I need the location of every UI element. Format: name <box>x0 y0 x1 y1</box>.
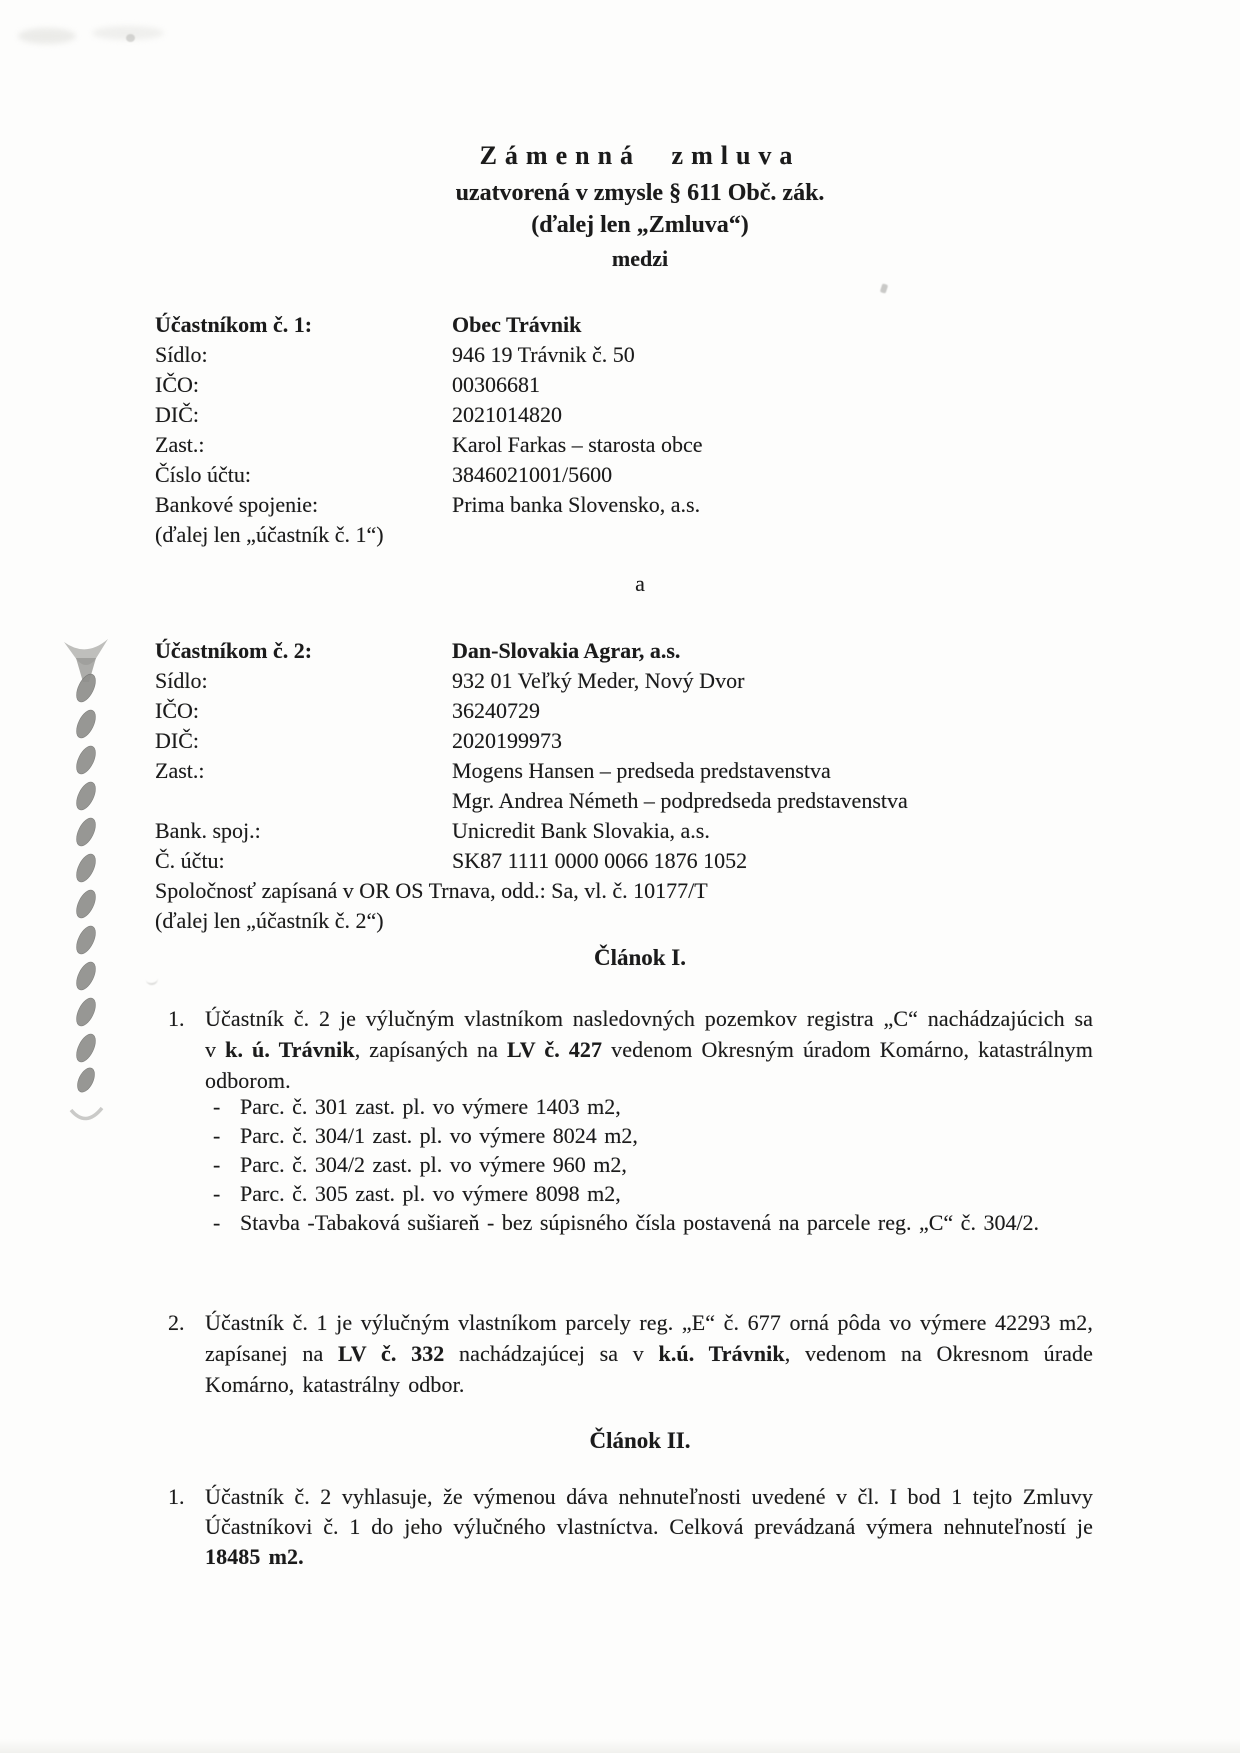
scan-speck <box>880 283 888 293</box>
article2-heading: Článok II. <box>589 1428 691 1453</box>
list-item <box>213 1092 1093 1121</box>
scan-smudge <box>92 26 164 40</box>
party2-row <box>155 756 1105 786</box>
parcel-list <box>213 1092 1093 1237</box>
party1-row <box>155 310 1105 340</box>
field-value: Mogens Hansen – predseda predstavenstva <box>452 758 831 783</box>
field-value: Prima banka Slovensko, a.s. <box>452 492 701 517</box>
field-label: Bankové spojenie: <box>155 492 319 517</box>
bullet-dash: - <box>213 1152 221 1177</box>
bullet-text: Parc. č. 304/2 zast. pl. vo výmere 960 m2, <box>240 1152 627 1177</box>
field-value: Obec Trávnik <box>452 312 582 337</box>
party1-row <box>155 400 1105 430</box>
field-label: Účastníkom č. 1: <box>155 312 313 337</box>
field-label: Zast.: <box>155 758 205 783</box>
document-subtitle-law: uzatvorená v zmysle § 611 Obč. zák. <box>455 180 825 206</box>
field-label <box>155 786 452 816</box>
scan-speck <box>126 34 135 42</box>
field-label: Bank. spoj.: <box>155 818 261 843</box>
field-value: Dan-Slovakia Agrar, a.s. <box>452 638 681 663</box>
scan-smudge <box>18 28 76 44</box>
article1-heading: Článok I. <box>593 945 687 970</box>
party1-block <box>155 310 1105 550</box>
party2-row <box>155 726 1105 756</box>
party2-row <box>155 816 1105 846</box>
field-value: SK87 1111 0000 0066 1876 1052 <box>452 848 748 873</box>
party2-registry-note: Spoločnosť zapísaná v OR OS Trnava, odd.: Sa, vl. č. 10177/T <box>155 878 708 903</box>
connector-word: a <box>635 571 645 596</box>
field-value: 36240729 <box>452 698 540 723</box>
article2-item1 <box>168 1482 1093 1572</box>
party1-row <box>155 490 1105 520</box>
field-label: Sídlo: <box>155 668 208 693</box>
field-value: Unicredit Bank Slovakia, a.s. <box>452 818 710 843</box>
field-value: 00306681 <box>452 372 540 397</box>
party2-row <box>155 696 1105 726</box>
field-label: IČO: <box>155 698 199 723</box>
list-item <box>213 1121 1093 1150</box>
party2-row <box>155 846 1105 876</box>
paragraph-text: Účastník č. 2 vyhlasuje, že výmenou dáva nehnuteľnosti uvedené v čl. I bod 1 tejto Zmluvy Účastníkovi č. 1 do jeho výlučného vlastníctva. Celková prevádzaná výmera nehnuteľností je 18485 m2. <box>205 1484 1093 1569</box>
document-title: Zámenná zmluva <box>479 141 801 170</box>
party1-alias-note: (ďalej len „účastník č. 1“) <box>155 522 384 547</box>
field-label: DIČ: <box>155 402 199 427</box>
party2-row <box>155 666 1105 696</box>
field-value: Karol Farkas – starosta obce <box>452 432 703 457</box>
party1-row <box>155 430 1105 460</box>
bullet-dash: - <box>213 1181 221 1206</box>
scan-edge-shadow <box>0 1739 1240 1753</box>
field-label: Č. účtu: <box>155 848 225 873</box>
bullet-text: Parc. č. 301 zast. pl. vo výmere 1403 m2, <box>240 1094 621 1119</box>
article1-item2 <box>168 1307 1093 1400</box>
field-label: IČO: <box>155 372 199 397</box>
list-item <box>213 1179 1093 1208</box>
bullet-text: Parc. č. 305 zast. pl. vo výmere 8098 m2, <box>240 1181 621 1206</box>
party1-row <box>155 370 1105 400</box>
field-value: Mgr. Andrea Németh – podpredseda predstavenstva <box>452 788 908 813</box>
paragraph-text: Účastník č. 1 je výlučným vlastníkom parcely reg. „E“ č. 677 orná pôda vo výmere 42293 m2, zapísanej na LV č. 332 nachádzajúcej sa v k.ú. Trávnik, vedenom na Okresnom úrade Komárno, katastrálny odbor. <box>205 1310 1093 1397</box>
article1-item1 <box>168 1003 1093 1096</box>
between-word: medzi <box>611 246 669 271</box>
party1-row <box>155 340 1105 370</box>
field-value: 3846021001/5600 <box>452 462 613 487</box>
list-item <box>213 1208 1093 1237</box>
field-value: 2021014820 <box>452 402 562 427</box>
field-label: Sídlo: <box>155 342 208 367</box>
party2-row <box>155 636 1105 666</box>
list-item <box>213 1150 1093 1179</box>
paragraph-text: Účastník č. 2 je výlučným vlastníkom nasledovných pozemkov registra „C“ nachádzajúcich sa v k. ú. Trávnik, zapísaných na LV č. 427 vedenom Okresným úradom Komárno, katastrálnym odborom. <box>205 1006 1093 1093</box>
field-value: 2020199973 <box>452 728 562 753</box>
party2-row <box>155 786 1105 816</box>
party1-row <box>155 460 1105 490</box>
party2-block <box>155 636 1105 936</box>
document-subtitle-alias: (ďalej len „Zmluva“) <box>531 212 749 238</box>
field-value: 932 01 Veľký Meder, Nový Dvor <box>452 668 745 693</box>
field-label: Účastníkom č. 2: <box>155 638 313 663</box>
field-label: Zast.: <box>155 432 205 457</box>
bullet-dash: - <box>213 1094 221 1119</box>
party2-alias-note: (ďalej len „účastník č. 2“) <box>155 908 384 933</box>
bullet-dash: - <box>213 1210 221 1235</box>
bullet-text: Stavba -Tabaková sušiareň - bez súpisného čísla postavená na parcele reg. „C“ č. 304/2. <box>240 1210 1040 1235</box>
list-number: 1. <box>168 1484 185 1509</box>
field-label: DIČ: <box>155 728 199 753</box>
list-number: 2. <box>168 1310 185 1335</box>
binding-cord-icon <box>62 630 110 1140</box>
list-number: 1. <box>168 1006 185 1031</box>
field-label: Číslo účtu: <box>155 462 251 487</box>
field-value: 946 19 Trávnik č. 50 <box>452 342 635 367</box>
bullet-text: Parc. č. 304/1 zast. pl. vo výmere 8024 m2, <box>240 1123 638 1148</box>
scan-speck <box>145 975 158 986</box>
bullet-dash: - <box>213 1123 221 1148</box>
